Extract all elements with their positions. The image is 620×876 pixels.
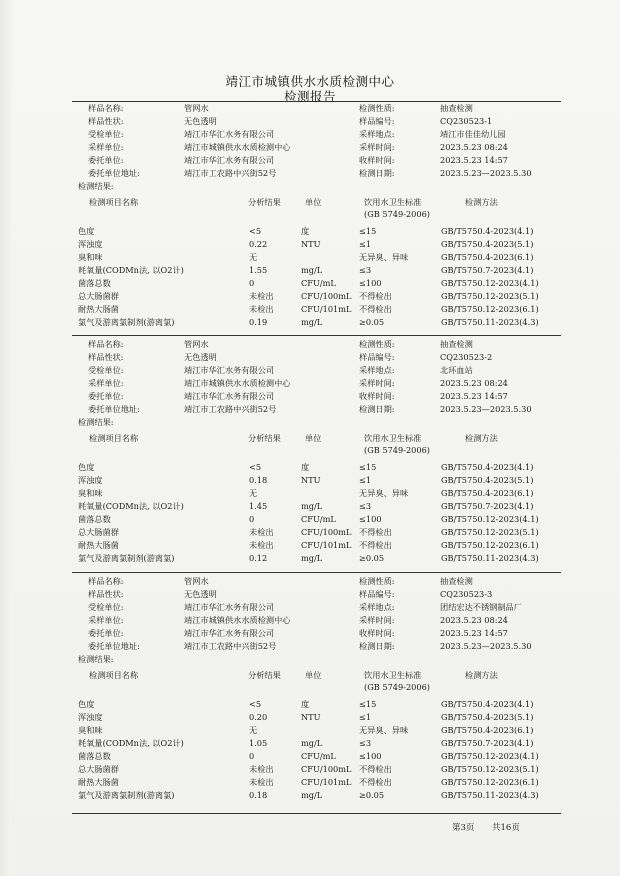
item-unit: CFU/100mL [301, 527, 352, 538]
item-result: 0.12 [249, 553, 268, 564]
field-label: 检测性质: [359, 576, 395, 586]
field-value: 抽查检测 [440, 576, 473, 586]
item-result: <5 [249, 699, 262, 710]
item-method: GB/T5750.12-2023(4.1) [441, 278, 539, 289]
item-result: 1.05 [249, 738, 268, 749]
item-method: GB/T5750.12-2023(5.1) [441, 527, 539, 538]
item-method: GB/T5750.11-2023(4.3) [441, 790, 539, 801]
col-header-method: 检测方法 [465, 670, 498, 681]
table-row [0, 724, 620, 737]
field-label: 检测性质: [359, 339, 395, 349]
item-name: 色度 [78, 226, 95, 237]
field-value: 抽查检测 [440, 103, 473, 113]
item-standard: ≤1 [359, 239, 372, 250]
item-result: 0 [249, 278, 255, 289]
field-value: 靖江市工农路中兴街52号 [184, 640, 277, 651]
item-method: GB/T5750.12-2023(4.1) [441, 751, 539, 762]
field-value: 2023.5.23—2023.5.30 [440, 640, 532, 651]
col-header-unit: 单位 [305, 670, 322, 681]
page-total: 共16页 [492, 823, 520, 833]
item-standard: 不得检出 [359, 304, 392, 315]
item-result: 未检出 [249, 764, 274, 775]
item-standard: ≤3 [359, 265, 372, 276]
item-standard: ≤3 [359, 738, 372, 749]
field-label: 样品名称: [88, 103, 124, 113]
info-row [0, 640, 620, 653]
results-label: 检测结果: [78, 181, 114, 192]
item-name: 耗氧量(CODMn法, 以O2计) [78, 738, 184, 749]
item-method: GB/T5750.4-2023(6.1) [441, 488, 534, 499]
field-value: 2023.5.23 08:24 [440, 614, 508, 625]
item-unit: NTU [301, 475, 321, 486]
item-result: 0 [249, 751, 255, 762]
item-name: 臭和味 [78, 252, 103, 263]
field-label: 检测性质: [359, 103, 395, 113]
item-result: 0.20 [249, 712, 268, 723]
field-value: 无色透明 [184, 115, 217, 126]
field-value: 靖江市华汇水务有限公司 [184, 627, 275, 638]
field-value: 靖江市华汇水务有限公司 [184, 601, 275, 612]
item-standard: ≥0.05 [359, 317, 385, 328]
item-name: 总大肠菌群 [78, 527, 119, 538]
item-method: GB/T5750.7-2023(4.1) [441, 265, 534, 276]
table-row [0, 750, 620, 763]
field-value: 2023.5.23—2023.5.30 [440, 167, 532, 178]
item-method: GB/T5750.12-2023(5.1) [441, 291, 539, 302]
item-result: 无 [249, 252, 258, 263]
field-value: 无色透明 [184, 351, 217, 362]
item-standard: 不得检出 [359, 777, 392, 788]
info-row [0, 627, 620, 640]
col-header-standard-code: (GB 5749-2006) [364, 445, 430, 456]
field-value: 2023.5.23 14:57 [440, 154, 508, 165]
item-result: <5 [249, 226, 262, 237]
item-unit: 度 [301, 699, 310, 710]
field-label: 采样时间: [359, 377, 395, 388]
item-name: 总大肠菌群 [78, 291, 119, 302]
field-label: 样品性状: [88, 115, 124, 126]
field-value: 靖江市城镇供水水质检测中心 [184, 141, 291, 152]
item-standard: ≤100 [359, 278, 382, 289]
item-result: 0 [249, 514, 255, 525]
item-method: GB/T5750.4-2023(5.1) [441, 239, 534, 250]
field-value: CQ230523-3 [440, 588, 493, 599]
field-label: 检测日期: [359, 167, 395, 178]
item-unit: CFU/101mL [301, 304, 352, 315]
col-header-item: 检测项目名称 [89, 670, 139, 681]
item-result: 0.18 [249, 790, 268, 801]
item-unit: mg/L [301, 501, 323, 512]
item-method: GB/T5750.4-2023(4.1) [441, 699, 534, 710]
field-value: 2023.5.23 08:24 [440, 141, 508, 152]
table-row [0, 763, 620, 776]
item-unit: mg/L [301, 317, 323, 328]
field-value: 2023.5.23 14:57 [440, 390, 508, 401]
item-result: 无 [249, 725, 258, 736]
field-label: 样品名称: [88, 339, 124, 349]
field-value: 靖江市华汇水务有限公司 [184, 390, 275, 401]
item-standard: 不得检出 [359, 527, 392, 538]
col-header-unit: 单位 [305, 433, 322, 444]
field-label: 样品编号: [359, 351, 395, 362]
item-unit: NTU [301, 712, 321, 723]
item-result: 0.19 [249, 317, 268, 328]
table-row [0, 776, 620, 789]
page-number: 第3页 [452, 823, 475, 833]
field-label: 采样地点: [359, 128, 395, 139]
item-method: GB/T5750.11-2023(4.3) [441, 553, 539, 564]
item-standard: ≤100 [359, 514, 382, 525]
item-standard: 不得检出 [359, 540, 392, 551]
col-header-standard: 饮用水卫生标准 [364, 197, 422, 208]
field-label: 样品性状: [88, 351, 124, 362]
item-standard: 无异臭、异味 [359, 488, 409, 499]
item-standard: ≥0.05 [359, 553, 385, 564]
item-name: 耐热大肠菌 [78, 304, 119, 315]
item-unit: CFU/100mL [301, 291, 352, 302]
field-label: 采样地点: [359, 601, 395, 612]
item-name: 氯气及游离氯制剂(游离氯) [78, 317, 175, 328]
item-unit: 度 [301, 462, 310, 473]
item-method: GB/T5750.4-2023(4.1) [441, 226, 534, 237]
results-label: 检测结果: [78, 654, 114, 665]
item-name: 浑浊度 [78, 712, 103, 723]
col-header-standard-code: (GB 5749-2006) [364, 682, 430, 693]
info-row [0, 614, 620, 627]
col-header-unit: 单位 [305, 197, 322, 208]
item-method: GB/T5750.4-2023(5.1) [441, 712, 534, 723]
item-result: 未检出 [249, 527, 274, 538]
item-name: 总大肠菌群 [78, 764, 119, 775]
item-standard: ≥0.05 [359, 790, 385, 801]
field-label: 样品编号: [359, 588, 395, 599]
item-name: 浑浊度 [78, 239, 103, 250]
item-standard: 不得检出 [359, 291, 392, 302]
item-unit: mg/L [301, 265, 323, 276]
field-label: 样品性状: [88, 588, 124, 599]
field-value: 无色透明 [184, 588, 217, 599]
item-result: 无 [249, 488, 258, 499]
table-row [0, 789, 620, 802]
item-result: 未检出 [249, 777, 274, 788]
item-result: 未检出 [249, 540, 274, 551]
item-result: <5 [249, 462, 262, 473]
col-header-item: 检测项目名称 [89, 197, 139, 208]
item-unit: mg/L [301, 790, 323, 801]
item-name: 菌落总数 [78, 514, 111, 525]
results-label: 检测结果: [78, 417, 114, 428]
item-method: GB/T5750.11-2023(4.3) [441, 317, 539, 328]
item-unit: mg/L [301, 738, 323, 749]
field-value: 北环血站 [440, 364, 473, 375]
info-row [0, 601, 620, 614]
field-value: 管网水 [184, 576, 209, 586]
item-result: 0.18 [249, 475, 268, 486]
item-method: GB/T5750.12-2023(6.1) [441, 304, 539, 315]
field-value: 靖江市城镇供水水质检测中心 [184, 377, 291, 388]
item-standard: 不得检出 [359, 764, 392, 775]
field-value: 管网水 [184, 339, 209, 349]
col-header-standard: 饮用水卫生标准 [364, 670, 422, 681]
item-method: GB/T5750.12-2023(6.1) [441, 540, 539, 551]
item-unit: CFU/mL [301, 751, 336, 762]
item-standard: ≤15 [359, 226, 377, 237]
item-name: 耐热大肠菌 [78, 540, 119, 551]
doc-title: 检测报告 [283, 89, 336, 104]
item-method: GB/T5750.12-2023(5.1) [441, 764, 539, 775]
field-label: 采样单位: [88, 141, 124, 152]
field-value: 2023.5.23—2023.5.30 [440, 403, 532, 414]
item-method: GB/T5750.7-2023(4.1) [441, 738, 534, 749]
org-title: 靖江市城镇供水水质检测中心 [225, 74, 395, 89]
field-label: 采样地点: [359, 364, 395, 375]
field-label: 样品名称: [88, 576, 124, 586]
item-name: 耐热大肠菌 [78, 777, 119, 788]
field-label: 受检单位: [88, 601, 124, 612]
item-standard: 无异臭、异味 [359, 252, 409, 263]
item-result: 未检出 [249, 291, 274, 302]
item-name: 菌落总数 [78, 278, 111, 289]
item-standard: ≤15 [359, 462, 377, 473]
field-label: 样品编号: [359, 115, 395, 126]
field-label: 受检单位: [88, 364, 124, 375]
table-row [0, 698, 620, 711]
field-value: 靖江市华汇水务有限公司 [184, 128, 275, 139]
field-value: 靖江市佳佳幼儿园 [440, 128, 506, 139]
item-unit: NTU [301, 239, 321, 250]
field-value: 抽查检测 [440, 339, 473, 349]
results-heading [0, 653, 620, 666]
item-unit: CFU/101mL [301, 777, 352, 788]
item-unit: CFU/mL [301, 514, 336, 525]
item-method: GB/T5750.4-2023(4.1) [441, 462, 534, 473]
item-name: 氯气及游离氯制剂(游离氯) [78, 790, 175, 801]
item-method: GB/T5750.4-2023(6.1) [441, 725, 534, 736]
item-standard: ≤100 [359, 751, 382, 762]
col-header-standard: 饮用水卫生标准 [364, 433, 422, 444]
field-label: 受检单位: [88, 128, 124, 139]
field-label: 委托单位: [88, 627, 124, 638]
field-label: 委托单位: [88, 154, 124, 165]
field-value: 2023.5.23 14:57 [440, 627, 508, 638]
item-name: 氯气及游离氯制剂(游离氯) [78, 553, 175, 564]
field-value: 2023.5.23 08:24 [440, 377, 508, 388]
item-method: GB/T5750.12-2023(6.1) [441, 777, 539, 788]
field-label: 收样时间: [359, 154, 395, 165]
item-standard: 无异臭、异味 [359, 725, 409, 736]
item-name: 色度 [78, 462, 95, 473]
col-header-method: 检测方法 [465, 197, 498, 208]
item-method: GB/T5750.4-2023(5.1) [441, 475, 534, 486]
item-method: GB/T5750.7-2023(4.1) [441, 501, 534, 512]
item-unit: CFU/100mL [301, 764, 352, 775]
item-name: 耗氧量(CODMn法, 以O2计) [78, 501, 184, 512]
field-value: 管网水 [184, 103, 209, 113]
item-name: 臭和味 [78, 488, 103, 499]
field-label: 采样时间: [359, 614, 395, 625]
field-label: 委托单位地址: [88, 403, 140, 414]
item-standard: ≤3 [359, 501, 372, 512]
item-unit: 度 [301, 226, 310, 237]
field-value: 靖江市工农路中兴街52号 [184, 167, 277, 178]
item-result: 0.22 [249, 239, 268, 250]
col-header-result: 分析结果 [248, 433, 281, 444]
field-label: 检测日期: [359, 403, 395, 414]
col-header-result: 分析结果 [248, 197, 281, 208]
item-name: 臭和味 [78, 725, 103, 736]
item-unit: mg/L [301, 553, 323, 564]
col-header-standard-code: (GB 5749-2006) [364, 209, 430, 220]
info-row [0, 575, 620, 588]
table-row [0, 711, 620, 724]
item-standard: ≤1 [359, 712, 372, 723]
info-row [0, 588, 620, 601]
item-result: 1.45 [249, 501, 268, 512]
col-header-result: 分析结果 [248, 670, 281, 681]
item-unit: CFU/mL [301, 278, 336, 289]
field-label: 委托单位: [88, 390, 124, 401]
item-result: 1.55 [249, 265, 268, 276]
item-name: 色度 [78, 699, 95, 710]
table-row [0, 737, 620, 750]
field-value: 靖江市城镇供水水质检测中心 [184, 614, 291, 625]
field-label: 委托单位地址: [88, 167, 140, 178]
field-label: 检测日期: [359, 640, 395, 651]
field-label: 收样时间: [359, 390, 395, 401]
column-header-row [0, 681, 620, 694]
item-method: GB/T5750.12-2023(4.1) [441, 514, 539, 525]
field-value: CQ230523-2 [440, 351, 493, 362]
field-value: 靖江市工农路中兴街52号 [184, 403, 277, 414]
field-value: 靖江市华汇水务有限公司 [184, 154, 275, 165]
col-header-item: 检测项目名称 [89, 433, 139, 444]
field-value: 团结宏达不锈钢制品厂 [440, 601, 522, 612]
item-unit: CFU/101mL [301, 540, 352, 551]
item-method: GB/T5750.4-2023(6.1) [441, 252, 534, 263]
field-label: 采样单位: [88, 377, 124, 388]
item-name: 菌落总数 [78, 751, 111, 762]
item-name: 耗氧量(CODMn法, 以O2计) [78, 265, 184, 276]
field-label: 采样单位: [88, 614, 124, 625]
field-value: 靖江市华汇水务有限公司 [184, 364, 275, 375]
item-standard: ≤15 [359, 699, 377, 710]
field-value: CQ230523-1 [440, 115, 493, 126]
field-label: 收样时间: [359, 627, 395, 638]
field-label: 委托单位地址: [88, 640, 140, 651]
item-standard: ≤1 [359, 475, 372, 486]
item-name: 浑浊度 [78, 475, 103, 486]
field-label: 采样时间: [359, 141, 395, 152]
item-result: 未检出 [249, 304, 274, 315]
col-header-method: 检测方法 [465, 433, 498, 444]
